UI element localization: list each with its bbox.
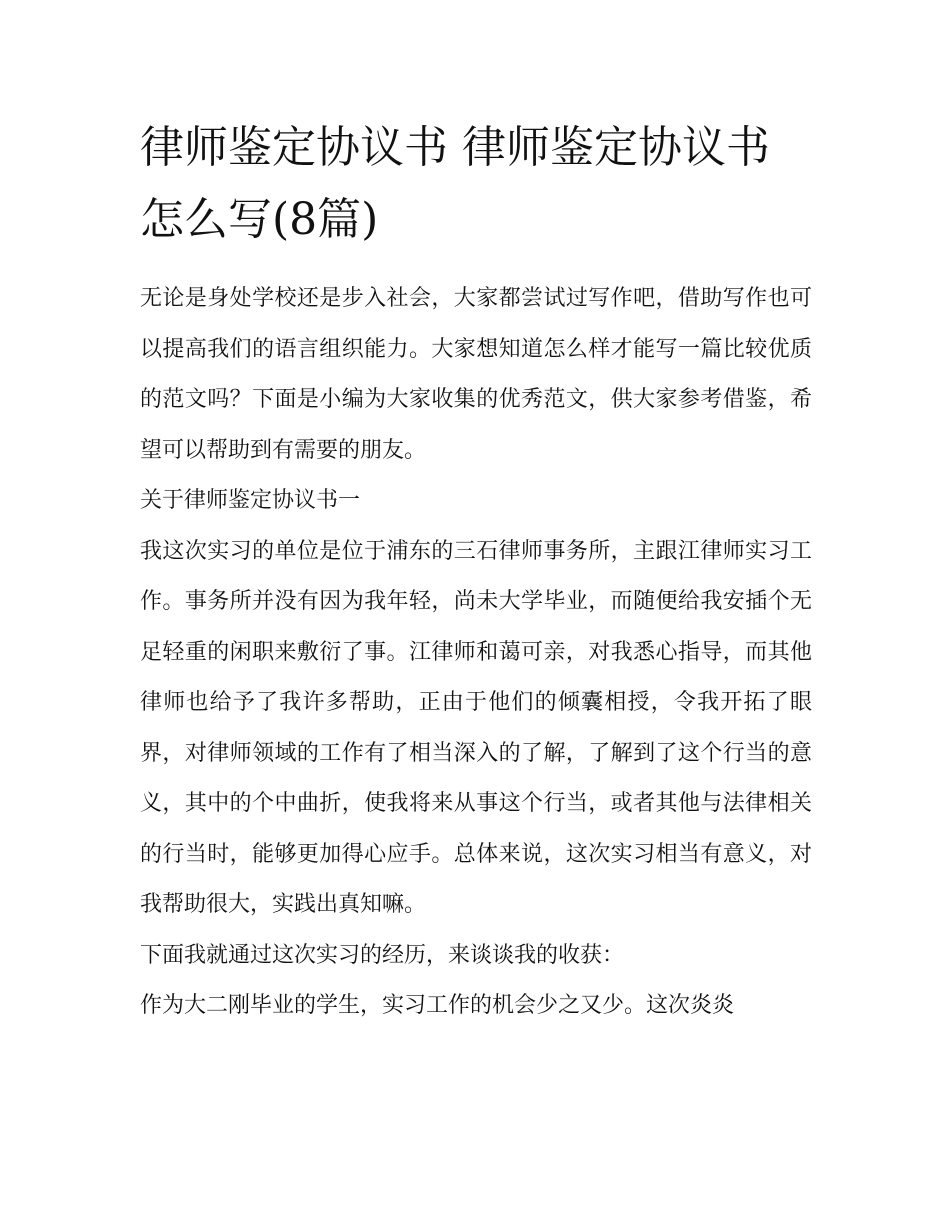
body-paragraph: 我这次实习的单位是位于浦东的三石律师事务所，主跟江律师实习工作。事务所并没有因为我年轻，尚未大学毕业，而随便给我安插个无足轻重的闲职来敷衍了事。江律师和蔼可亲，对我悉心指导，而其他律师也给予了我许多帮助，正由于他们的倾囊相授，令我开拓了眼界，对律师领域的工作有了相当深入的了解，了解到了这个行当的意义，其中的个中曲折，使我将来从事这个行当，或者其他与法律相关的行当时，能够更加得心应手。总体来说，这次实习相当有意义，对我帮助很大，实践出真知嘛。 <box>140 538 812 917</box>
body-paragraph: 作为大二刚毕业的学生，实习工作的机会少之又少。这次炎炎 <box>140 993 735 1018</box>
document-body <box>140 112 812 1032</box>
section-heading: 关于律师鉴定协议书一 <box>140 488 361 513</box>
intro-paragraph: 无论是身处学校还是步入社会，大家都尝试过写作吧，借助写作也可以提高我们的语言组织能力。大家想知道怎么样才能写一篇比较优质的范文吗？下面是小编为大家收集的优秀范文，供大家参考借鉴，希望可以帮助到有需要的朋友。 <box>140 286 812 463</box>
document-title: 律师鉴定协议书 律师鉴定协议书怎么写(8篇) <box>140 122 770 245</box>
body-paragraph: 下面我就通过这次实习的经历，来谈谈我的收获： <box>140 942 625 968</box>
